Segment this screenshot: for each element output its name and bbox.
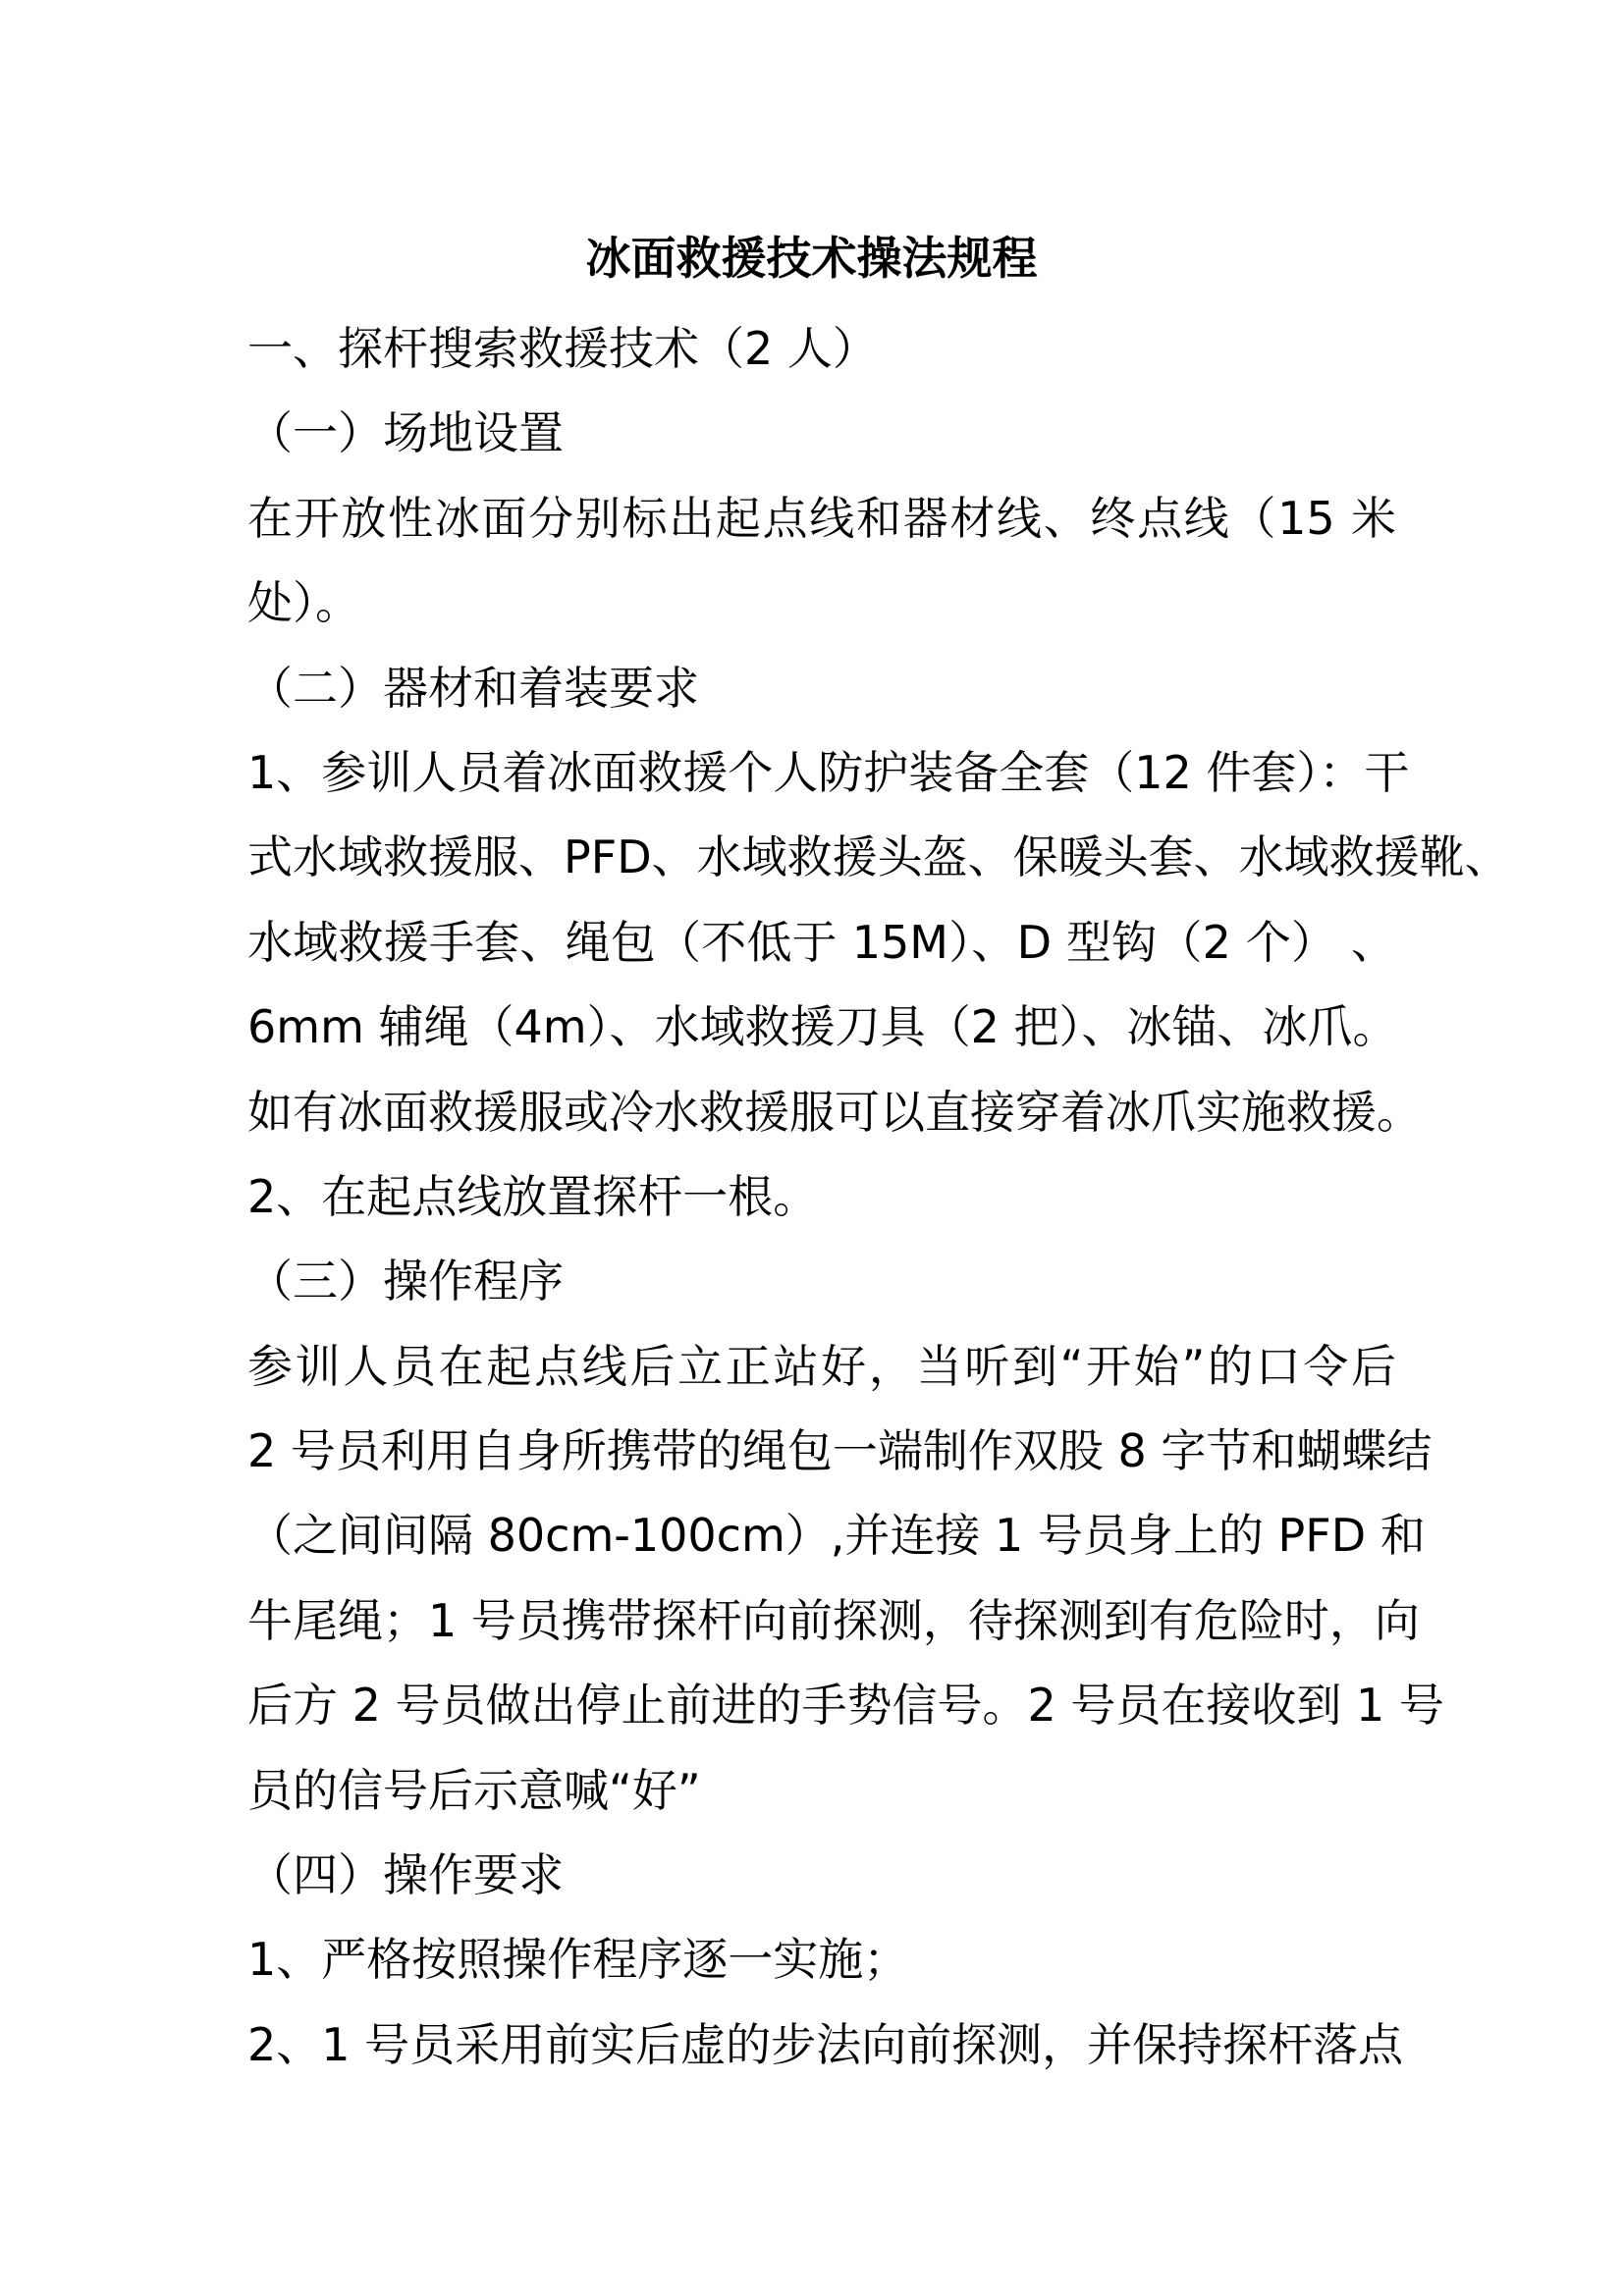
paragraph-line: 2、在起点线放置探杆一根。 <box>247 1169 819 1223</box>
document-title: 冰面救援技术操法规程 <box>585 232 1038 285</box>
paragraph-line: 后方 2 号员做出停止前进的手势信号。2 号员在接收到 1 号 <box>247 1679 1444 1733</box>
subsection-heading: （四）操作要求 <box>247 1848 564 1902</box>
paragraph-line: 水域救援手套、绳包（不低于 15M）、D 型钩（2 个） 、 <box>247 915 1396 969</box>
paragraph-line: 式水域救援服、PFD、水域救援头盔、保暖头套、水域救援靴、 <box>247 830 1510 884</box>
section-heading: 一、探杆搜索救援技术（2 人） <box>247 322 878 375</box>
paragraph-line: 员的信号后示意喊“好” <box>247 1763 701 1817</box>
paragraph-line: 如有冰面救援服或冷水救援服可以直接穿着冰爪实施救援。 <box>247 1085 1422 1139</box>
paragraph-line: 1、参训人员着冰面救援个人防护装备全套（12 件套）：干 <box>247 745 1410 799</box>
paragraph-line: 2 号员利用自身所携带的绳包一端制作双股 8 字节和蝴蝶结 <box>247 1424 1433 1478</box>
paragraph-line: （之间间隔 80cm-100cm）,并连接 1 号员身上的 PFD 和 <box>247 1509 1426 1563</box>
paragraph-line: 参训人员在起点线后立正站好，当听到“开始”的口令后 <box>247 1339 1396 1393</box>
paragraph-line: 牛尾绳；1 号员携带探杆向前探测，待探测到有危险时，向 <box>247 1593 1420 1647</box>
paragraph-line: 2、1 号员采用前实后虚的步法向前探测，并保持探杆落点 <box>247 2017 1404 2071</box>
paragraph-line: 6mm 辅绳（4m）、水域救援刀具（2 把）、冰锚、冰爪。 <box>247 1000 1398 1054</box>
paragraph-line: 在开放性冰面分别标出起点线和器材线、终点线（15 米 <box>247 491 1396 545</box>
subsection-heading: （二）器材和着装要求 <box>247 661 699 715</box>
document-body <box>247 306 1510 2087</box>
subsection-heading: （三）操作程序 <box>247 1255 564 1308</box>
paragraph-line: 1、严格按照操作程序逐一实施； <box>247 1933 909 1987</box>
paragraph-line: 处）。 <box>247 576 360 630</box>
subsection-heading: （一）场地设置 <box>247 406 564 460</box>
